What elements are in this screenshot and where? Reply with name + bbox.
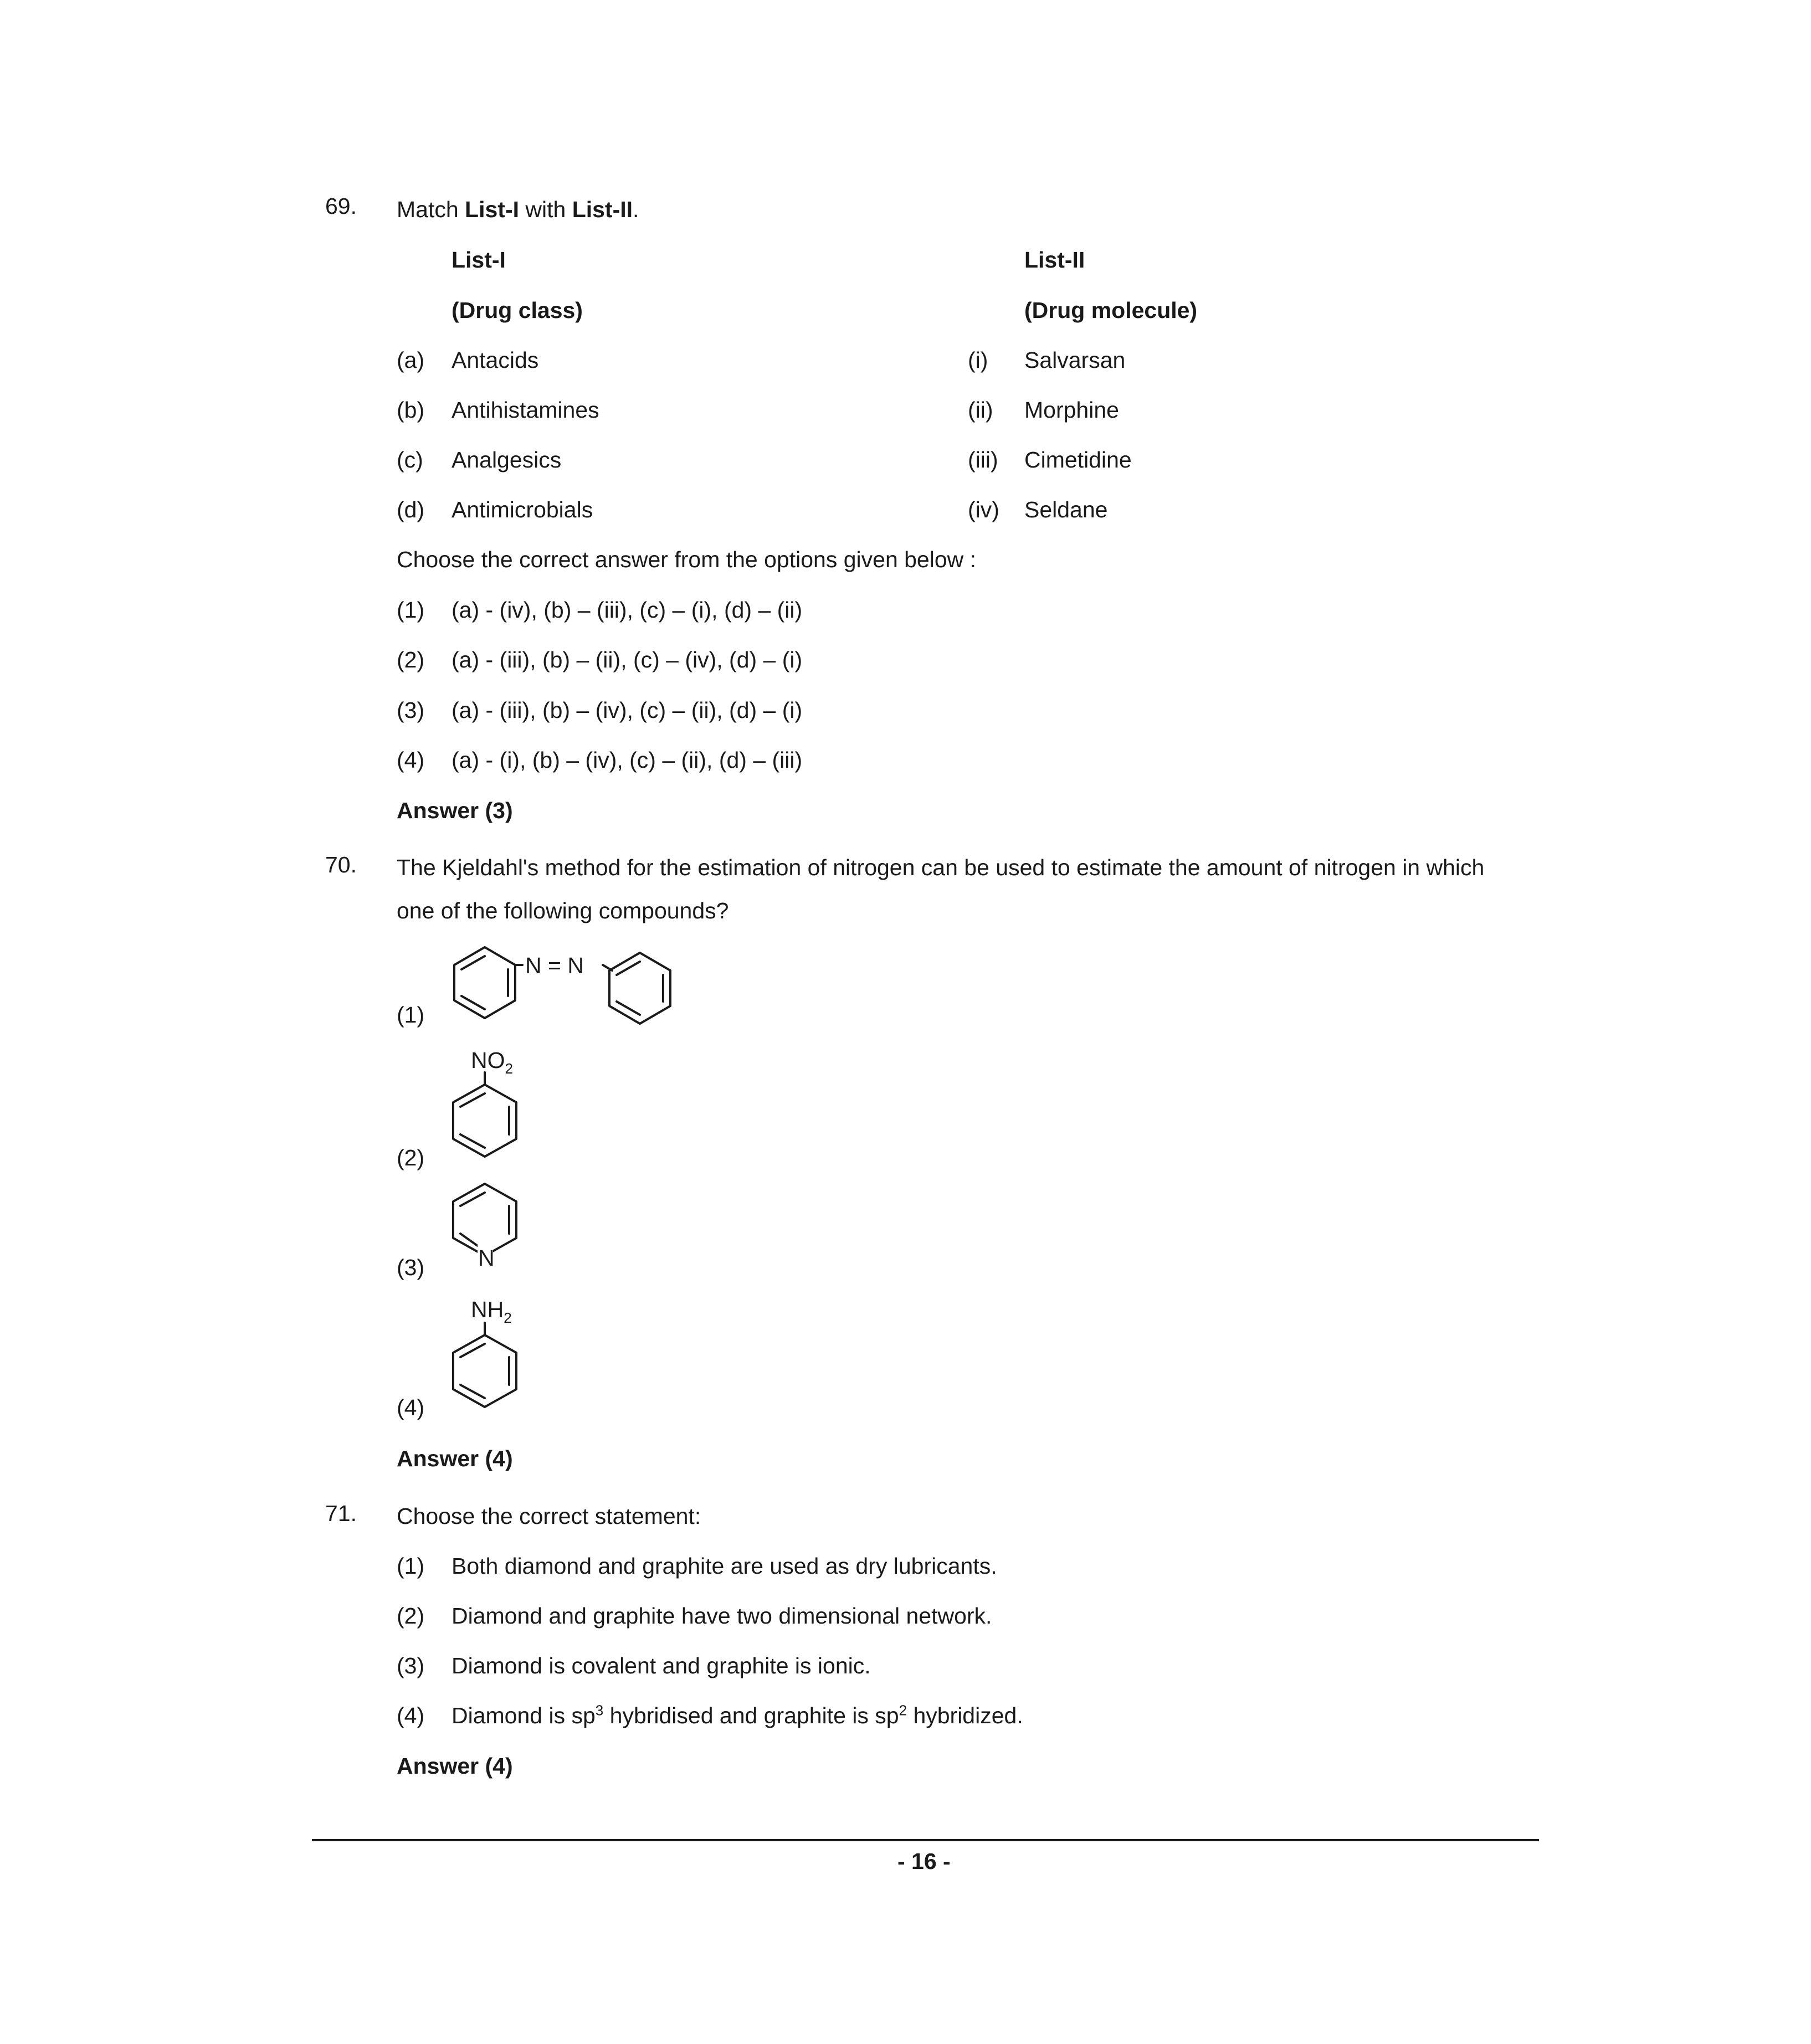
pyridine-structure	[443, 1177, 543, 1282]
option-label: (2)	[397, 1603, 425, 1629]
list2-item-i: Salvarsan	[1024, 347, 1126, 373]
amino-subscript: 2	[504, 1309, 512, 1326]
option-label: (1)	[397, 1002, 425, 1028]
list2-subtitle: (Drug molecule)	[1024, 297, 1198, 323]
question-71-number: 71.	[325, 1501, 357, 1526]
option-label: (3)	[397, 697, 425, 723]
list1-title: List-I	[452, 247, 506, 273]
option-label: (4)	[397, 1703, 425, 1728]
superscript: 3	[595, 1702, 604, 1719]
option-label: (1)	[397, 597, 425, 623]
option-label: (1)	[397, 1553, 425, 1579]
question-70-answer: Answer (4)	[397, 1446, 513, 1471]
list1-item-d: Antimicrobials	[452, 497, 593, 522]
option-label: (2)	[397, 647, 425, 672]
option-text: (a) - (iv), (b) – (iii), (c) – (i), (d) – (ii)	[452, 597, 803, 623]
amino-group-label: NH	[471, 1297, 504, 1322]
list2-label-ii: (ii)	[968, 397, 993, 423]
option-text-part: Diamond is sp	[452, 1703, 596, 1728]
question-69-number: 69.	[325, 193, 357, 219]
aniline-structure	[443, 1292, 543, 1414]
list1-label-d: (d)	[397, 497, 425, 522]
option-label: (3)	[397, 1255, 425, 1280]
question-70-stem-line1: The Kjeldahl's method for the estimation of nitrogen can be used to estimate the amount of nitrogen in which	[397, 855, 1485, 880]
option-label: (2)	[397, 1145, 425, 1170]
option-text: Diamond is covalent and graphite is ionic.	[452, 1653, 871, 1678]
list1-item-a: Antacids	[452, 347, 539, 373]
question-69-instruction: Choose the correct answer from the options given below :	[397, 547, 977, 572]
list2-title: List-II	[1024, 247, 1085, 273]
nitrobenzene-structure	[443, 1041, 543, 1163]
option-text	[452, 1704, 1023, 1727]
question-69-stem	[397, 198, 639, 221]
azo-group-label: N = N	[525, 953, 584, 978]
list1-item-b: Antihistamines	[452, 397, 599, 423]
option-text: Diamond and graphite have two dimensional network.	[452, 1603, 992, 1629]
nitro-subscript: 2	[505, 1060, 513, 1077]
azobenzene-structure	[443, 942, 698, 1030]
stem-bold-list2: List-II	[572, 197, 633, 222]
stem-text: with	[519, 197, 572, 222]
question-69-answer: Answer (3)	[397, 798, 513, 823]
page-number: - 16 -	[897, 1848, 951, 1874]
stem-text: .	[633, 197, 639, 222]
svg-text:NH2	[471, 1297, 512, 1326]
list2-label-i: (i)	[968, 347, 988, 373]
question-70-number: 70.	[325, 852, 357, 877]
option-text: (a) - (i), (b) – (iv), (c) – (ii), (d) – (iii)	[452, 747, 803, 773]
nitro-group-label: NO	[471, 1047, 505, 1073]
list2-label-iii: (iii)	[968, 447, 998, 473]
list2-item-iv: Seldane	[1024, 497, 1108, 522]
svg-text:NO2	[471, 1047, 513, 1077]
list1-label-b: (b)	[397, 397, 425, 423]
list2-item-ii: Morphine	[1024, 397, 1119, 423]
option-label: (3)	[397, 1653, 425, 1678]
footer-divider	[312, 1839, 1539, 1841]
list1-subtitle: (Drug class)	[452, 297, 583, 323]
stem-bold-list1: List-I	[465, 197, 519, 222]
question-71-answer: Answer (4)	[397, 1753, 513, 1779]
option-text: (a) - (iii), (b) – (iv), (c) – (ii), (d) – (i)	[452, 697, 803, 723]
list1-item-c: Analgesics	[452, 447, 562, 473]
list2-label-iv: (iv)	[968, 497, 999, 522]
question-71-stem: Choose the correct statement:	[397, 1503, 701, 1529]
option-text: (a) - (iii), (b) – (ii), (c) – (iv), (d) – (i)	[452, 647, 803, 672]
list2-item-iii: Cimetidine	[1024, 447, 1132, 473]
pyridine-n-label: N	[478, 1245, 495, 1271]
option-label: (4)	[397, 1395, 425, 1420]
superscript: 2	[899, 1702, 907, 1719]
list1-label-a: (a)	[397, 347, 425, 373]
option-text: Both diamond and graphite are used as dry lubricants.	[452, 1553, 997, 1579]
stem-text: Match	[397, 197, 465, 222]
option-text-part: hybridized.	[907, 1703, 1023, 1728]
list1-label-c: (c)	[397, 447, 423, 473]
option-label: (4)	[397, 747, 425, 773]
question-70-stem-line2: one of the following compounds?	[397, 898, 729, 923]
option-text-part: hybridised and graphite is sp	[603, 1703, 899, 1728]
